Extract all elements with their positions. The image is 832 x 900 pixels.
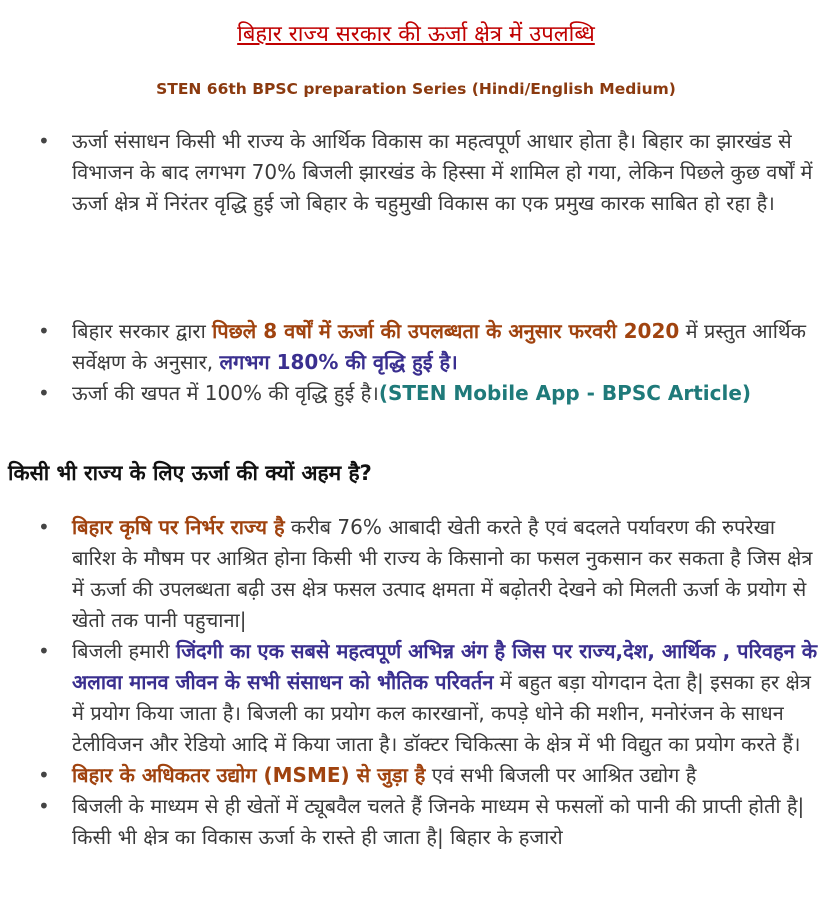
paragraph-text: ऊर्जा की खपत में 100% की वृद्धि हुई है।: [72, 381, 379, 405]
bullet-icon: •: [38, 639, 50, 663]
importance-list: [38, 512, 824, 853]
list-item: [38, 636, 824, 760]
paragraph-text: में प्रस्तुत आर्थिक सर्वेक्षण के अनुसार,: [72, 319, 807, 374]
paragraph-text: एवं सभी बिजली पर आश्रित उद्योग है: [425, 763, 697, 787]
paragraph-text: करीब 76% आबादी खेती करते है एवं बदलते पर्यावरण की रुपरेखा बारिश के मौषम पर आश्रित होना किसी भी राज्य के किसानो का फसल नुकसान कर सकता है जिस क्षेत्र में ऊर्जा की उपलब्धता बढ़ी उस क्षेत्र फसल उत्पाद क्षमता में बढ़ोतरी देखने को मिलती ऊर्जा के प्रयोग से खेतो तक पानी पहुचाना|: [72, 515, 813, 632]
paragraph-text: बिजली हमारी: [72, 639, 177, 663]
bullet-icon: •: [38, 381, 50, 405]
paragraph-text: बिजली के माध्यम से ही खेतों में ट्यूबवैल चलते हैं जिनके माध्यम से फसलों को पानी की प्राप्ती होती है| किसी भी क्षेत्र का विकास ऊर्जा के रास्ते ही जाता है| बिहार के हजारो: [72, 794, 805, 849]
paragraph-text: बिहार सरकार द्वारा: [72, 319, 213, 343]
paragraph-text: में बहुत बड़ा योगदान देता है| इसका हर क्षेत्र में प्रयोग किया जाता है। बिजली का प्रयोग कल कारखानों, कपड़े धोने की मशीन, मनोरंजन के साधन टेलीविजन और रेडियो आदि में किया जाता है। डॉक्टर चिकित्सा के क्षेत्र में भी विद्युत का प्रयोग करते हैं।: [72, 670, 811, 756]
bullet-icon: •: [38, 763, 50, 787]
intro-list: [38, 126, 820, 219]
list-item: [38, 760, 824, 791]
highlight-text: पिछले 8 वर्षों में ऊर्जा की उपलब्धता के अनुसार फरवरी 2020: [212, 319, 680, 343]
bullet-icon: •: [38, 794, 50, 818]
stats-list: [38, 316, 820, 409]
highlight-text: बिहार कृषि पर निर्भर राज्य है: [72, 515, 285, 539]
list-item: [38, 791, 824, 853]
bullet-icon: •: [38, 319, 50, 343]
bullet-icon: •: [38, 129, 50, 153]
article-subtitle: STEN 66th BPSC preparation Series (Hindi/English Medium): [156, 80, 676, 98]
list-item: [38, 316, 820, 378]
list-item: [38, 126, 820, 219]
highlight-text: जिंदगी का एक सबसे महत्वपूर्ण अभिन्न अंग है जिस पर राज्य,देश, आर्थिक , परिवहन के अलावा मानव जीवन के सभी संसाधन को भौतिक परिवर्तन: [72, 639, 818, 694]
app-link-text: (STEN Mobile App - BPSC Article): [378, 381, 752, 405]
paragraph-text: ऊर्जा संसाधन किसी भी राज्य के आर्थिक विकास का महत्वपूर्ण आधार होता है। बिहार का झारखंड से विभाजन के बाद लगभग 70% बिजली झारखंड के हिस्सा में शामिल हो गया, लेकिन पिछले कुछ वर्षों में ऊर्जा क्षेत्र में निरंतर वृद्धि हुई जो बिहार के चहुमुखी विकास का एक प्रमुख कारक साबित हो रहा है।: [72, 129, 813, 215]
highlight-text: लगभग 180% की वृद्धि हुई है।: [219, 350, 458, 374]
list-item: [38, 378, 820, 409]
highlight-text: बिहार के अधिकतर उद्योग (MSME) से जुड़ा है: [72, 763, 426, 787]
article-title: बिहार राज्य सरकार की ऊर्जा क्षेत्र में उपलब्धि: [237, 22, 595, 47]
list-item: [38, 512, 824, 636]
section-heading: किसी भी राज्य के लिए ऊर्जा की क्यों अहम है?: [8, 461, 372, 485]
bullet-icon: •: [38, 515, 50, 539]
